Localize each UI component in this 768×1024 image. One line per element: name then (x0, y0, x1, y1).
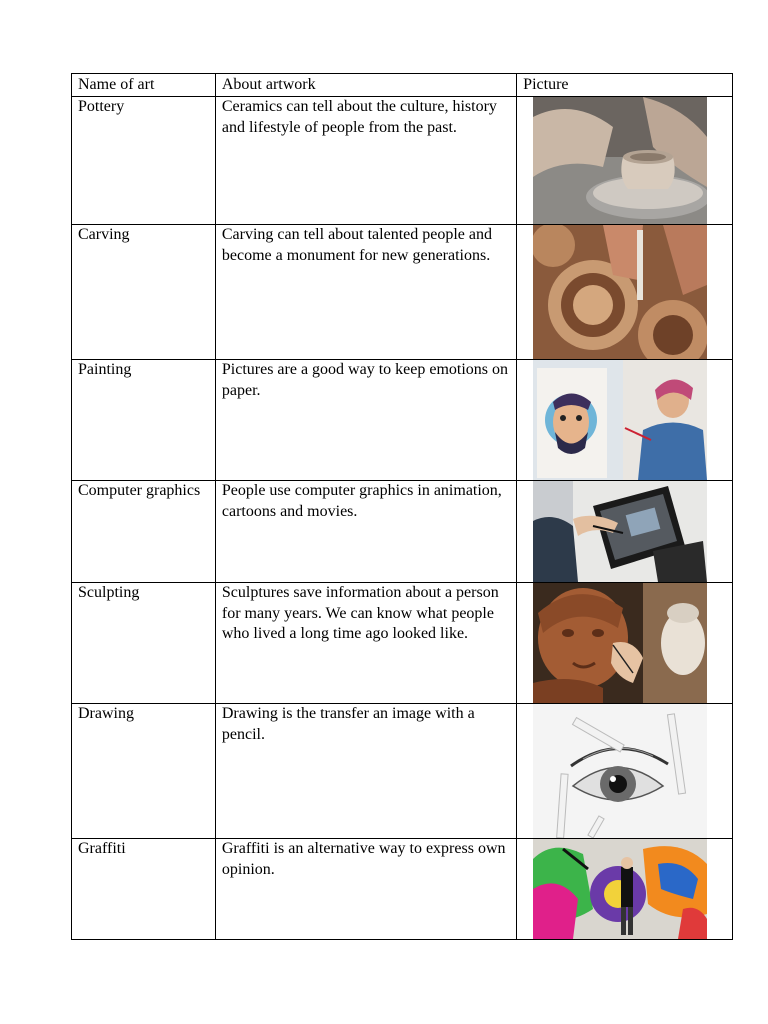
picture-cell (517, 360, 733, 481)
table-row (72, 704, 733, 839)
art-description: Carving can tell about talented people and become a monument for new generations. (215, 225, 516, 360)
art-description: People use computer graphics in animation, cartoons and movies. (215, 481, 516, 583)
art-name: Sculpting (72, 583, 216, 704)
art-description: Graffiti is an alternative way to express own opinion. (215, 839, 516, 940)
art-name: Carving (72, 225, 216, 360)
carving-image (533, 225, 707, 359)
art-description: Sculptures save information about a person for many years. We can know what people who lived a long time ago looked like. (215, 583, 516, 704)
table-row (72, 839, 733, 940)
painting-image (533, 360, 707, 480)
picture-cell (517, 704, 733, 839)
picture-cell (517, 839, 733, 940)
sculpting-image (533, 583, 707, 703)
art-description: Drawing is the transfer an image with a pencil. (215, 704, 516, 839)
drawing-image (533, 704, 707, 838)
table-row (72, 360, 733, 481)
art-name: Drawing (72, 704, 216, 839)
graffiti-image (533, 839, 707, 939)
pottery-image (533, 97, 707, 224)
header-about-artwork: About artwork (215, 74, 516, 97)
header-row (72, 74, 733, 97)
art-name: Computer graphics (72, 481, 216, 583)
header-name-of-art: Name of art (72, 74, 216, 97)
header-picture: Picture (517, 74, 733, 97)
art-name: Graffiti (72, 839, 216, 940)
art-name: Painting (72, 360, 216, 481)
picture-cell (517, 97, 733, 225)
art-description: Ceramics can tell about the culture, history and lifestyle of people from the past. (215, 97, 516, 225)
table-row (72, 97, 733, 225)
picture-cell (517, 225, 733, 360)
table-row (72, 481, 733, 583)
art-description: Pictures are a good way to keep emotions on paper. (215, 360, 516, 481)
art-name: Pottery (72, 97, 216, 225)
table-row (72, 583, 733, 704)
picture-cell (517, 481, 733, 583)
picture-cell (517, 583, 733, 704)
table-row (72, 225, 733, 360)
art-table (71, 73, 733, 940)
computer-graphics-image (533, 481, 707, 582)
